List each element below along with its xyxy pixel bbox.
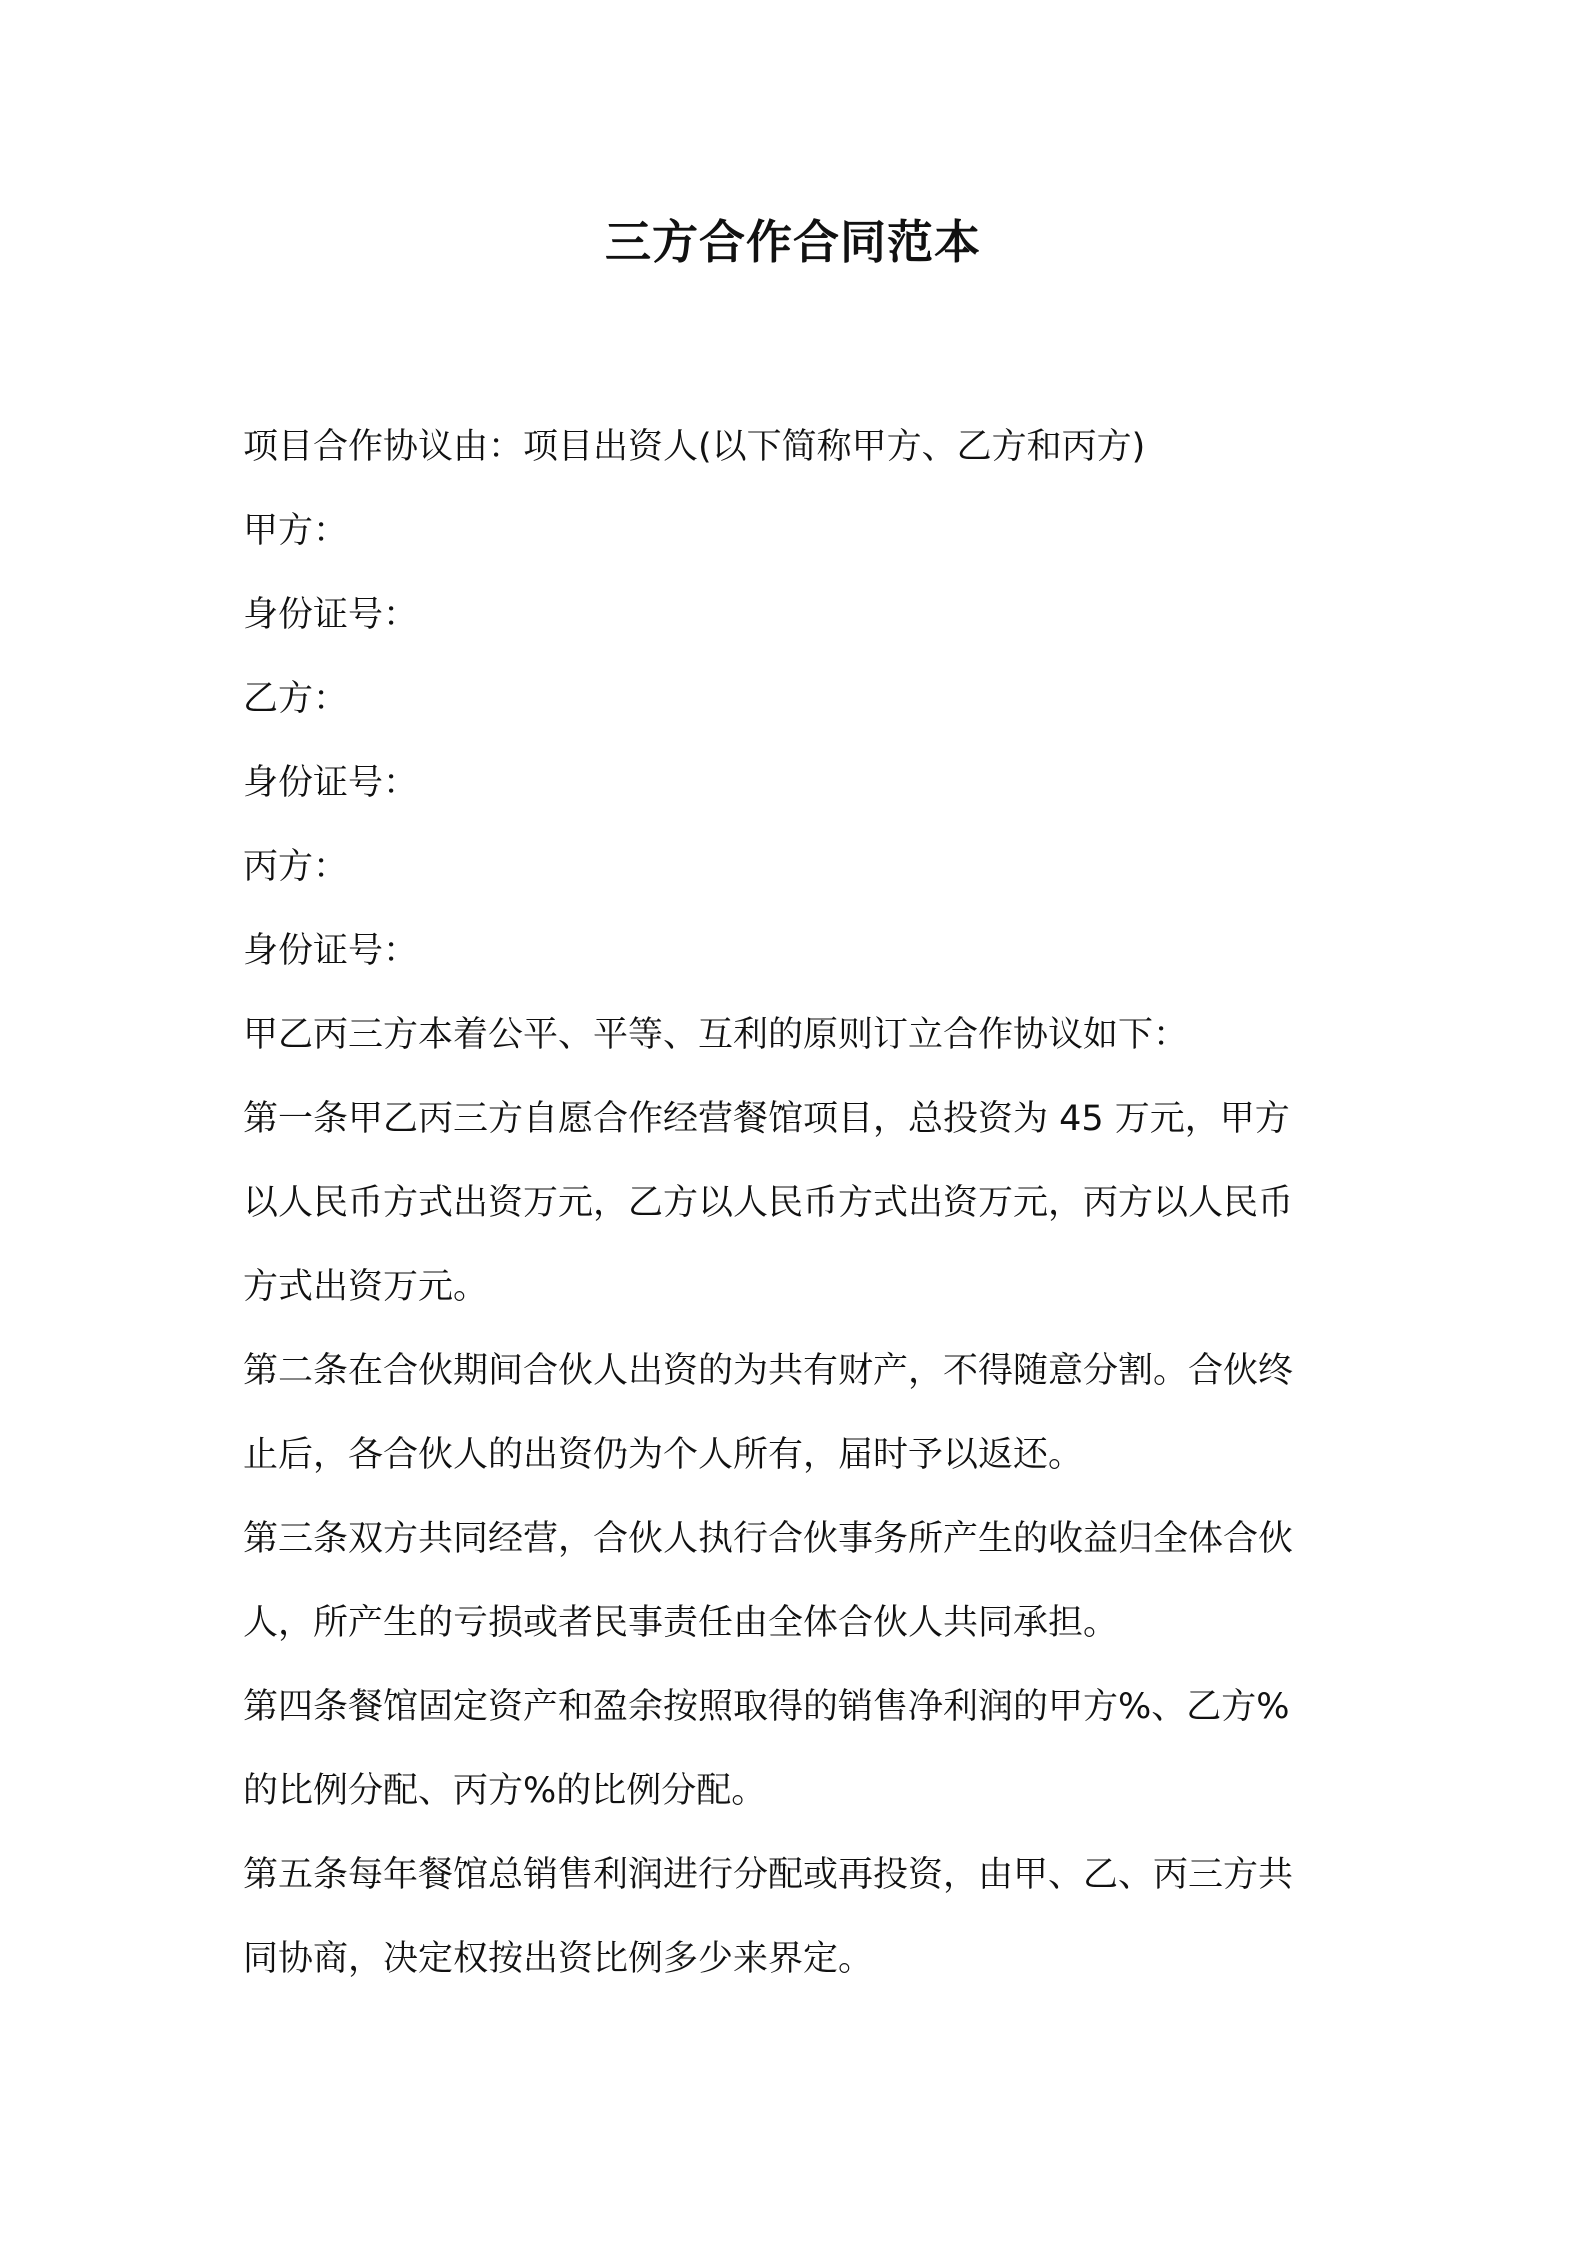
document-title: 三方合作合同范本 — [605, 215, 981, 269]
article-4-line-1: 第四条餐馆固定资产和盈余按照取得的销售净利润的甲方%、乙方% — [243, 1687, 1290, 1727]
article-2-line-2: 止后，各合伙人的出资仍为个人所有，届时予以返还。 — [243, 1435, 1084, 1475]
party-b-label: 乙方： — [243, 679, 349, 719]
article-2-line-1: 第二条在合伙期间合伙人出资的为共有财产，不得随意分割。合伙终 — [243, 1351, 1294, 1391]
party-c-label: 丙方： — [243, 847, 349, 887]
party-a-label: 甲方： — [243, 511, 349, 551]
article-1-line-1: 第一条甲乙丙三方自愿合作经营餐馆项目，总投资为 45 万元，甲方 — [243, 1099, 1290, 1139]
article-5-line-1: 第五条每年餐馆总销售利润进行分配或再投资，由甲、乙、丙三方共 — [243, 1855, 1294, 1895]
article-1-line-2: 以人民币方式出资万元，乙方以人民币方式出资万元，丙方以人民币 — [243, 1183, 1294, 1223]
intro-line: 项目合作协议由：项目出资人(以下简称甲方、乙方和丙方) — [243, 427, 1146, 467]
article-5-line-2: 同协商，决定权按出资比例多少来界定。 — [243, 1939, 874, 1979]
article-3-line-2: 人，所产生的亏损或者民事责任由全体合伙人共同承担。 — [243, 1603, 1119, 1643]
party-c-id-label: 身份证号： — [243, 931, 419, 971]
article-3-line-1: 第三条双方共同经营，合伙人执行合伙事务所产生的收益归全体合伙 — [243, 1519, 1294, 1559]
document-body — [243, 405, 1357, 2001]
article-1-line-3: 方式出资万元。 — [243, 1267, 489, 1307]
article-4-line-2: 的比例分配、丙方%的比例分配。 — [243, 1771, 767, 1811]
party-a-id-label: 身份证号： — [243, 595, 419, 635]
party-b-id-label: 身份证号： — [243, 763, 419, 803]
agreement-preamble: 甲乙丙三方本着公平、平等、互利的原则订立合作协议如下： — [243, 1015, 1189, 1055]
